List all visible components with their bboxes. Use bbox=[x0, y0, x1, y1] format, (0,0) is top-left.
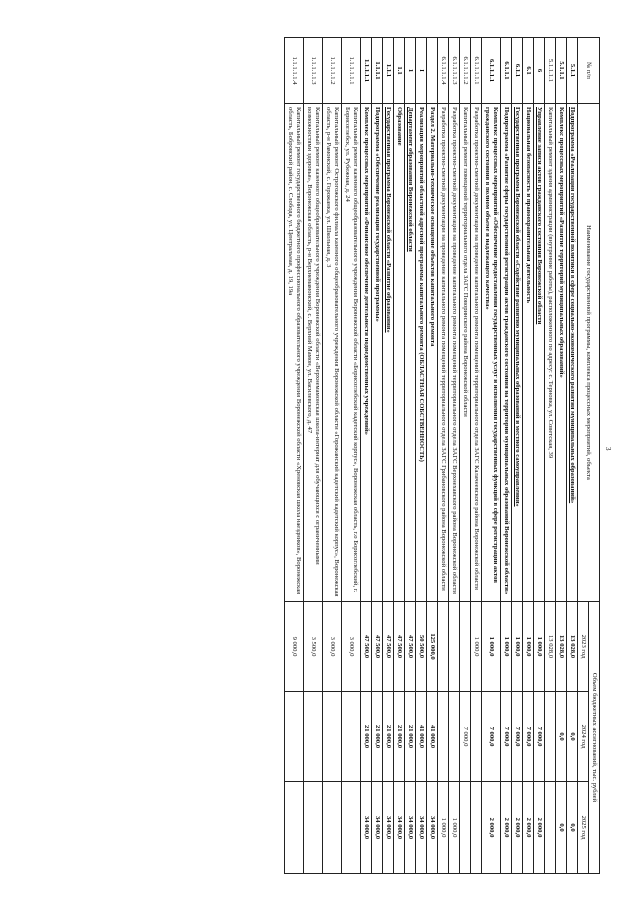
row-number: 5.1.1 bbox=[567, 38, 578, 104]
row-value-2025 bbox=[545, 782, 556, 874]
row-name: Образование bbox=[394, 104, 405, 602]
row-value-2023: 1 000,0 bbox=[501, 602, 512, 692]
row-value-2025: 34 000,0 bbox=[361, 782, 372, 874]
row-name: Подпрограмма «Развитие сферы государственной регистрации актов гражданского состояния на территории муниципальных образований Воронежской области» bbox=[501, 104, 512, 602]
row-value-2024: 0,0 bbox=[556, 692, 567, 782]
row-value-2023 bbox=[438, 602, 449, 692]
row-name: Комплекс процессных мероприятий «Финансовое обеспечение деятельности подведомственных учреждений» bbox=[361, 104, 372, 602]
table-row bbox=[285, 38, 304, 874]
row-value-2024 bbox=[304, 692, 323, 782]
row-value-2025: 34 000,0 bbox=[427, 782, 438, 874]
row-value-2025: 2 000,0 bbox=[512, 782, 523, 874]
table-row bbox=[427, 38, 438, 874]
row-value-2023: 47 500,0 bbox=[372, 602, 383, 692]
row-value-2025: 34 000,0 bbox=[405, 782, 416, 874]
row-value-2024: 7 000,0 bbox=[482, 692, 501, 782]
row-value-2025 bbox=[323, 782, 342, 874]
row-name: Капитальный ремонт здания администрации (внутренние работы), расположенного по адресу: с. Терновка, ул. Советская, 39 bbox=[545, 104, 556, 602]
header-col-name: Наименование государственной программы, комплекса процессных мероприятий, объекта bbox=[578, 104, 600, 602]
row-number: I bbox=[416, 38, 427, 104]
row-name: Разработка проектно-сметной документации на проведение капитального ремонта помещений территориального отдела ЗАГС Калачеевского района Воронежской области bbox=[471, 104, 482, 602]
row-number: 6.1.1.1.1.3 bbox=[449, 38, 460, 104]
table-row bbox=[416, 38, 427, 874]
row-value-2024: 0,0 bbox=[567, 692, 578, 782]
row-value-2024: 7 000,0 bbox=[512, 692, 523, 782]
row-value-2023 bbox=[460, 602, 471, 692]
row-number: 6.1.1.1.1 bbox=[482, 38, 501, 104]
row-value-2023: 47 500,0 bbox=[394, 602, 405, 692]
row-name: Комплекс процессных мероприятий «Обеспечение предоставления государственных услуг и исполнения государственных функций в сфере регистрации актов гражданского состояния в полном объеме и надлежащего качества» bbox=[482, 104, 501, 602]
row-name: Разработка проектно-сметной документации на проведение капитального ремонта помещений территориального отдела ЗАГС Верхнехавского района Воронежской области bbox=[449, 104, 460, 602]
header-col-no: № п/п bbox=[578, 38, 600, 104]
row-value-2023 bbox=[449, 602, 460, 692]
table-row bbox=[405, 38, 416, 874]
table-row bbox=[394, 38, 405, 874]
row-number: 1.1.1.1.1.4 bbox=[285, 38, 304, 104]
row-value-2024 bbox=[545, 692, 556, 782]
header-year-2023: 2023 год bbox=[578, 602, 589, 692]
row-name: Государственная программа Воронежской области «Содействие развитию муниципальных образований и местного самоуправления» bbox=[512, 104, 523, 602]
row-value-2023: 3 500,0 bbox=[304, 602, 323, 692]
table-body bbox=[285, 38, 578, 874]
row-value-2025: 0,0 bbox=[567, 782, 578, 874]
row-value-2024 bbox=[323, 692, 342, 782]
row-value-2023: 50 500,0 bbox=[416, 602, 427, 692]
row-name: Раздел 2. Материально-техническое оснащение объектов капитального ремонта bbox=[427, 104, 438, 602]
row-name: Капитальный ремонт Острогожского филиала казенного общеобразовательного учреждения Воронежской области «Горожанский кадетский кадетский корпус», Воронежская область, р-н Рамонский, с. Горожанка, ул. Школьная, д. 3 bbox=[323, 104, 342, 602]
row-value-2024 bbox=[438, 692, 449, 782]
table-row bbox=[372, 38, 383, 874]
row-name: Капитальный ремонт помещений территориального отдела ЗАГС Поворинского района Воронежской области bbox=[460, 104, 471, 602]
row-value-2024 bbox=[285, 692, 304, 782]
row-name: Капитальный ремонт казенного общеобразовательного учреждения Воронежской области «Верхнемамонская школа-интернат для обучающихся с ограниченными возможностями здоровья», Воронежская область, р-н Верхнемамонский, с. Верхний Мамон, ул. Василевского, д. 47 bbox=[304, 104, 323, 602]
row-number: 6.1.1.1 bbox=[501, 38, 512, 104]
row-value-2023: 47 500,0 bbox=[361, 602, 372, 692]
page-number: 3 bbox=[604, 447, 612, 451]
row-name: Государственная программа Воронежской области «Развитие образования» bbox=[383, 104, 394, 602]
row-number: 6.1.1.1.1.1 bbox=[471, 38, 482, 104]
table-header-row bbox=[589, 38, 600, 874]
row-value-2025: 34 000,0 bbox=[416, 782, 427, 874]
table-row bbox=[545, 38, 556, 874]
row-value-2024 bbox=[471, 692, 482, 782]
row-number: 6 bbox=[534, 38, 545, 104]
row-value-2025: 2 000,0 bbox=[523, 782, 534, 874]
table-row bbox=[361, 38, 372, 874]
row-value-2023: 1 000,0 bbox=[512, 602, 523, 692]
row-value-2024: 7 000,0 bbox=[523, 692, 534, 782]
row-value-2024: 7 000,0 bbox=[534, 692, 545, 782]
row-value-2025 bbox=[460, 782, 471, 874]
header-col-amount: Объем бюджетных ассигнований, тыс. рублей bbox=[589, 602, 600, 874]
row-number: 6.1.1.1.1.2 bbox=[460, 38, 471, 104]
row-value-2025: 1 000,0 bbox=[438, 782, 449, 874]
row-value-2025: 0,0 bbox=[556, 782, 567, 874]
table-row bbox=[438, 38, 449, 874]
row-value-2023: 3 000,0 bbox=[323, 602, 342, 692]
row-value-2024: 7 000,0 bbox=[501, 692, 512, 782]
row-value-2023: 47 500,0 bbox=[383, 602, 394, 692]
row-value-2025: 34 000,0 bbox=[383, 782, 394, 874]
table-row bbox=[383, 38, 394, 874]
table-row bbox=[567, 38, 578, 874]
row-value-2024 bbox=[342, 692, 361, 782]
table-row bbox=[512, 38, 523, 874]
row-number: 5.1.1.1.1 bbox=[545, 38, 556, 104]
row-value-2024: 41 000,0 bbox=[416, 692, 427, 782]
table-row bbox=[471, 38, 482, 874]
row-name: Реализация мероприятий областной адресной программы капитального ремонта (ОБЛАСТНАЯ СОБСТВЕННОСТЬ) bbox=[416, 104, 427, 602]
row-name: Капитальный ремонт казенного общеобразовательного учреждения Воронежской области «Борисоглебский кадетский корпус», Воронежская область, г.о Борисоглебский, г. Борисоглебск, ул. Рубежная, д. 24 bbox=[342, 104, 361, 602]
table-row bbox=[304, 38, 323, 874]
row-value-2023: 3 000,0 bbox=[342, 602, 361, 692]
row-number: 1.1.1.1.1.3 bbox=[304, 38, 323, 104]
row-value-2023: 9 000,0 bbox=[285, 602, 304, 692]
row-value-2025: 2 000,0 bbox=[501, 782, 512, 874]
row-value-2023: 1 000,0 bbox=[482, 602, 501, 692]
table-row bbox=[501, 38, 512, 874]
row-value-2023: 1 000,0 bbox=[471, 602, 482, 692]
row-number: 1.1.1.1 bbox=[372, 38, 383, 104]
header-year-2025: 2025 год bbox=[578, 782, 589, 874]
row-value-2025: 1 000,0 bbox=[449, 782, 460, 874]
table-row bbox=[482, 38, 501, 874]
row-name: Департамент образования Воронежской области bbox=[405, 104, 416, 602]
row-name: Национальная безопасность и правоохранительная деятельность bbox=[523, 104, 534, 602]
row-value-2025: 34 000,0 bbox=[394, 782, 405, 874]
row-value-2024: 41 000,0 bbox=[427, 692, 438, 782]
table-row bbox=[460, 38, 471, 874]
row-value-2025 bbox=[471, 782, 482, 874]
table-row bbox=[342, 38, 361, 874]
header-year-2024: 2024 год bbox=[578, 692, 589, 782]
row-value-2025: 2 000,0 bbox=[482, 782, 501, 874]
row-number: 1.1.1.1.1 bbox=[361, 38, 372, 104]
budget-table bbox=[284, 37, 600, 874]
row-number: 6.1.1.1.1.4 bbox=[438, 38, 449, 104]
table-row bbox=[534, 38, 545, 874]
row-number: 5.1.1.1 bbox=[556, 38, 567, 104]
row-value-2025: 34 000,0 bbox=[372, 782, 383, 874]
row-value-2025 bbox=[342, 782, 361, 874]
row-value-2023: 47 500,0 bbox=[405, 602, 416, 692]
table-row bbox=[523, 38, 534, 874]
table-row bbox=[449, 38, 460, 874]
row-value-2023: 13 028,0 bbox=[545, 602, 556, 692]
row-number: 1.1 bbox=[394, 38, 405, 104]
row-value-2024: 21 000,0 bbox=[361, 692, 372, 782]
row-value-2023: 13 028,0 bbox=[556, 602, 567, 692]
row-number: 1.1.1.1.1.1 bbox=[342, 38, 361, 104]
row-value-2024: 7 000,0 bbox=[460, 692, 471, 782]
table-row bbox=[323, 38, 342, 874]
row-value-2025 bbox=[304, 782, 323, 874]
row-number: 1.1.1 bbox=[383, 38, 394, 104]
row-value-2025 bbox=[285, 782, 304, 874]
row-value-2023: 1 000,0 bbox=[534, 602, 545, 692]
row-value-2024: 21 000,0 bbox=[383, 692, 394, 782]
row-value-2023: 13 028,0 bbox=[567, 602, 578, 692]
row-value-2023: 125 000,0 bbox=[427, 602, 438, 692]
row-value-2024: 21 000,0 bbox=[405, 692, 416, 782]
row-number: 1 bbox=[405, 38, 416, 104]
row-name: Капитальный ремонт государственного бюджетного профессионального образовательного учреждения Воронежской области «Хреновская школа наездников», Воронежская область, Бобровский район, с. Слобода, ул. Центральная, д. 19, 19а bbox=[285, 104, 304, 602]
row-value-2023: 1 000,0 bbox=[523, 602, 534, 692]
row-number: 6.1 bbox=[523, 38, 534, 104]
row-value-2024: 21 000,0 bbox=[372, 692, 383, 782]
row-name: Подпрограмма «Реализация государственной политики в сфере социально-экономического развития муниципальных образований» bbox=[567, 104, 578, 602]
row-value-2024: 21 000,0 bbox=[394, 692, 405, 782]
row-value-2024 bbox=[449, 692, 460, 782]
row-name: Разработка проектно-сметной документации на проведение капитального ремонта помещений территориального отдела ЗАГС Грибановского района Воронежской области bbox=[438, 104, 449, 602]
row-number bbox=[427, 38, 438, 104]
row-number: 1.1.1.1.1.2 bbox=[323, 38, 342, 104]
table-row bbox=[556, 38, 567, 874]
row-name: Подпрограмма «Обеспечение реализации государственной программы» bbox=[372, 104, 383, 602]
row-name: Комплекс процессных мероприятий «Развитие территорий муниципальных образований» bbox=[556, 104, 567, 602]
row-number: 6.1.1 bbox=[512, 38, 523, 104]
row-name: Управление записи актов гражданского состояния Воронежской области bbox=[534, 104, 545, 602]
row-value-2025: 2 000,0 bbox=[534, 782, 545, 874]
